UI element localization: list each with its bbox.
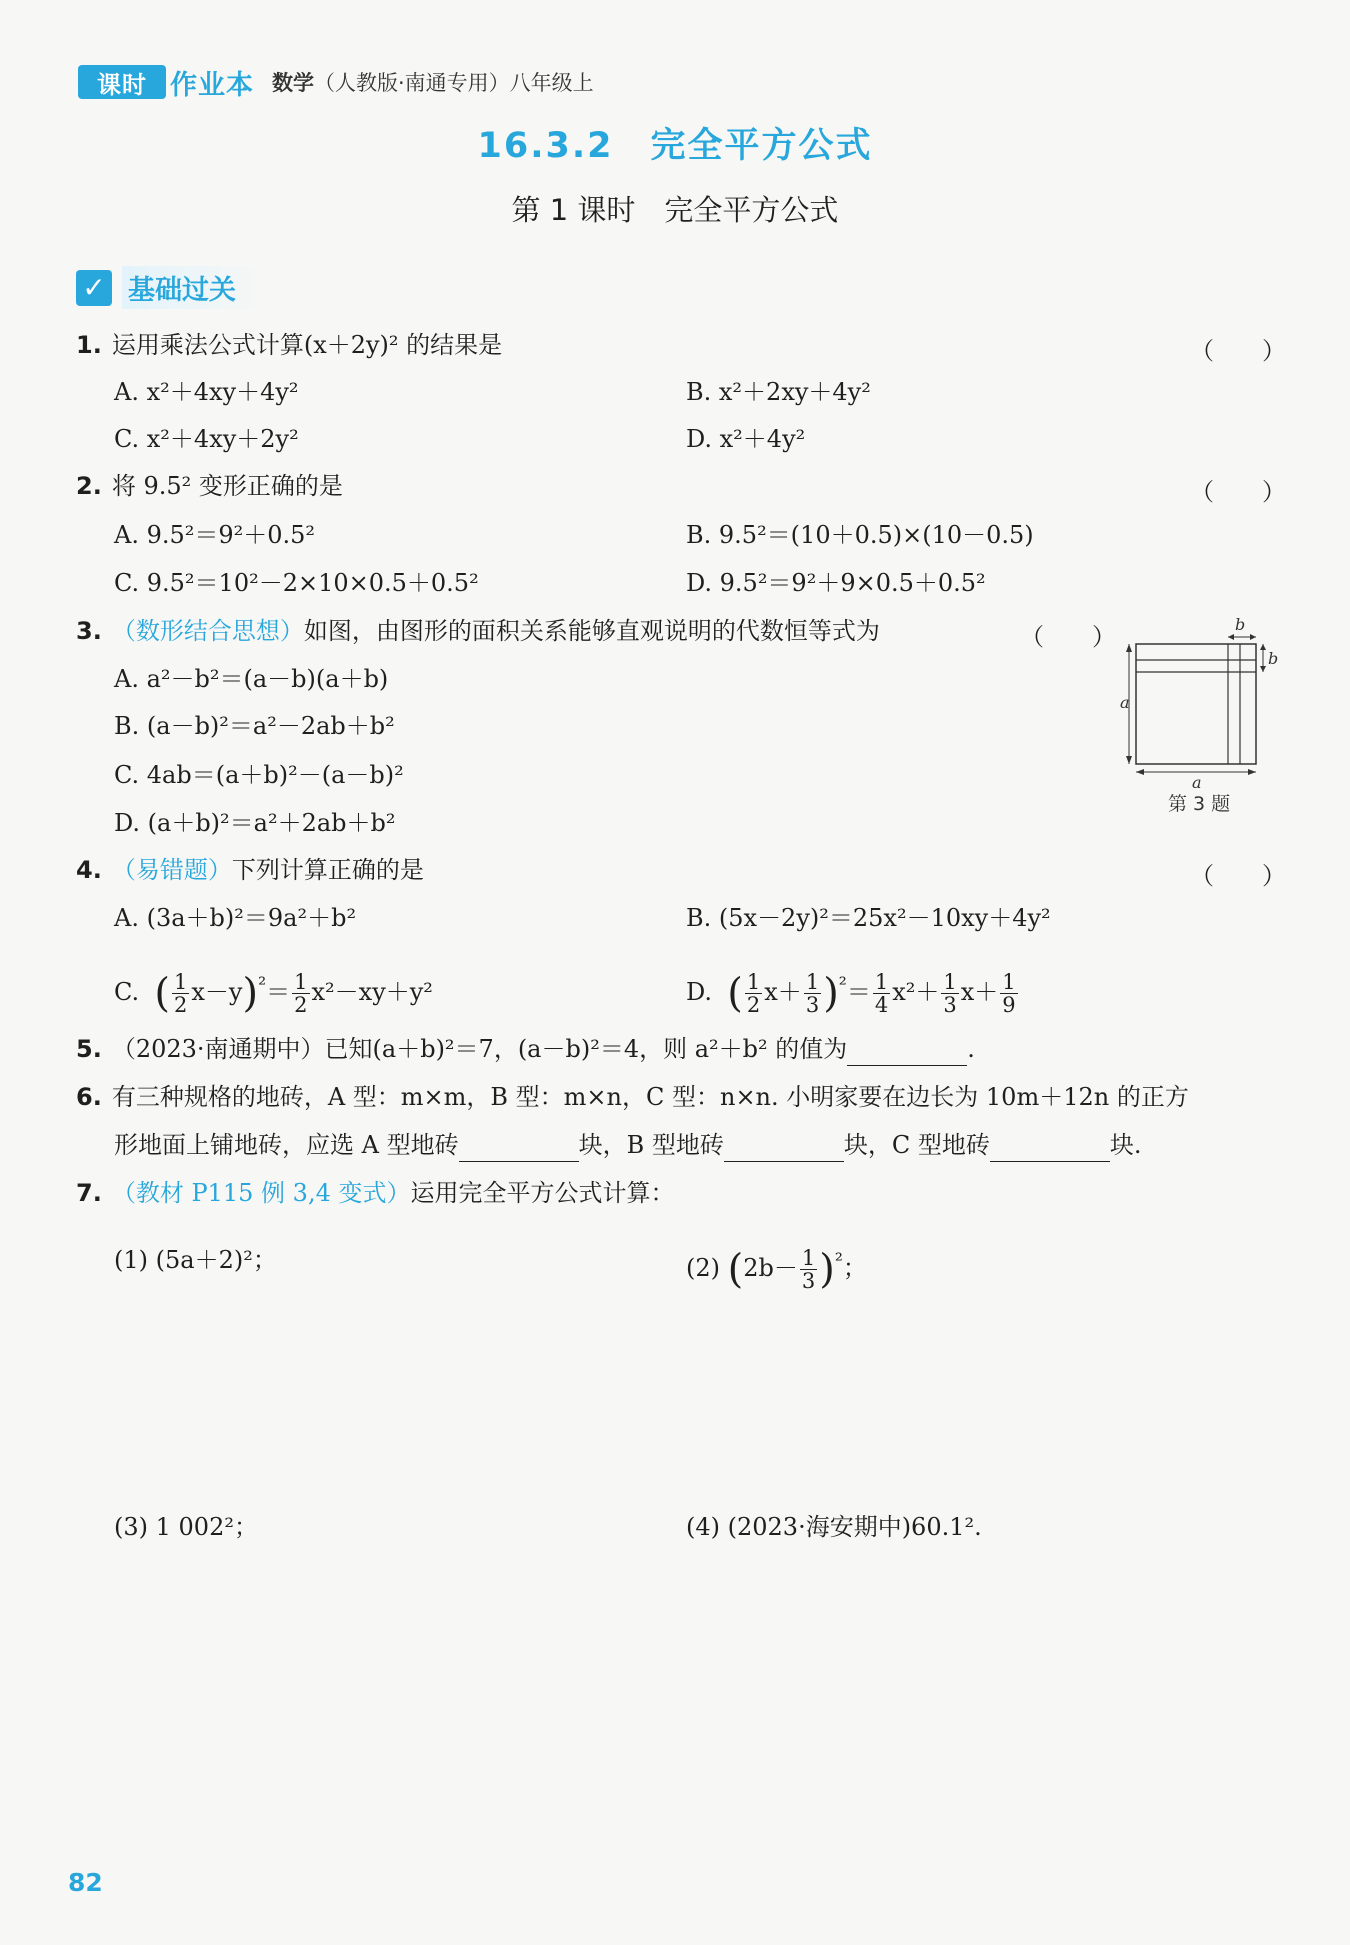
subject-edition: （人教版·南通专用）八年级上 xyxy=(314,71,594,95)
right-paren: ) xyxy=(242,970,259,1017)
q1-option-b: B. x²＋2xy＋4y² xyxy=(686,378,871,406)
question-7-stem xyxy=(76,1176,674,1210)
q7-part-3: (3) 1 002²； xyxy=(114,1513,258,1541)
question-1-stem xyxy=(76,328,502,362)
q2-option-b: B. 9.5²＝(10＋0.5)×(10－0.5) xyxy=(686,521,1034,549)
punct: ； xyxy=(842,1254,867,1282)
q7-part-1: (1) (5a＋2)²； xyxy=(114,1246,277,1274)
subject-name: 数学 xyxy=(272,71,314,95)
question-text: 有三种规格的地砖，A 型：m×m，B 型：m×n，C 型：n×n. 小明家要在边长为 10m＋12n 的正方 xyxy=(111,1083,1189,1111)
lesson-title: 第 1 课时 完全平方公式 xyxy=(511,193,839,227)
numerator: 1 xyxy=(1002,970,1016,994)
right-paren: ) xyxy=(823,970,839,1017)
q4-option-a: A. (3a＋b)²＝9a²＋b² xyxy=(114,904,357,932)
question-number: 2. xyxy=(76,472,102,500)
section-title: 16.3.2 完全平方公式 xyxy=(477,126,873,166)
question-tag: （数形结合思想） xyxy=(111,617,304,645)
right-paren: ) xyxy=(819,1246,835,1293)
figure-label-a-bottom: a xyxy=(1192,773,1202,792)
numerator: 1 xyxy=(874,970,889,994)
question-number: 6. xyxy=(76,1083,102,1111)
fraction-one-third xyxy=(804,971,821,1016)
block-heading xyxy=(76,266,266,309)
q2-option-a: A. 9.5²＝9²＋0.5² xyxy=(114,521,316,549)
q7-part-2 xyxy=(686,1232,867,1296)
question-2-stem xyxy=(76,469,343,503)
figure-caption: 第 3 题 xyxy=(1168,793,1231,815)
denominator: 2 xyxy=(174,993,188,1017)
exponent: ² xyxy=(258,972,267,996)
fraction-one-half xyxy=(745,971,762,1016)
question-3-stem xyxy=(76,614,880,648)
q3-option-c: C. 4ab＝(a＋b)²－(a－b)² xyxy=(114,761,404,789)
expr: 2b－ xyxy=(743,1254,798,1282)
numerator: 1 xyxy=(943,970,957,994)
question-number: 1. xyxy=(76,331,102,359)
answer-paren-2: （ ） xyxy=(1190,478,1286,506)
left-paren: ( xyxy=(727,970,743,1017)
question-6-line-2 xyxy=(114,1128,1142,1162)
question-text: 块，B 型地砖 xyxy=(578,1131,724,1159)
question-number: 5. xyxy=(76,1035,102,1063)
question-text: 运用乘法公式计算(x＋2y)² 的结果是 xyxy=(111,331,503,359)
fraction-one-ninth xyxy=(1000,971,1017,1016)
block-label: 基础过关 xyxy=(122,266,266,309)
question-text: （2023·南通期中）已知(a＋b)²＝7，(a－b)²＝4，则 a²＋b² 的值为 xyxy=(111,1035,848,1063)
denominator: 2 xyxy=(294,993,308,1017)
numerator: 1 xyxy=(294,970,308,994)
question-text: 块，C 型地砖 xyxy=(843,1131,990,1159)
period: . xyxy=(967,1035,975,1063)
denominator: 2 xyxy=(746,993,761,1017)
answer-paren-4: （ ） xyxy=(1190,862,1286,890)
fraction-one-half xyxy=(292,971,309,1016)
q1-option-d: D. x²＋4y² xyxy=(686,425,806,453)
question-number: 4. xyxy=(76,856,102,884)
figure-label-b-right: b xyxy=(1268,649,1279,668)
q4-option-c xyxy=(114,956,433,1020)
figure-label-a-left: a xyxy=(1120,693,1130,712)
fraction-one-fourth xyxy=(873,971,890,1016)
part-label: (2) xyxy=(686,1254,728,1282)
question-number: 7. xyxy=(76,1179,102,1207)
denominator: 4 xyxy=(874,993,889,1017)
fraction-one-third xyxy=(800,1247,817,1292)
figure-label-b-top: b xyxy=(1235,615,1246,634)
expr: x＋ xyxy=(960,978,999,1006)
question-tag: （教材 P115 例 3,4 变式） xyxy=(111,1179,411,1207)
numerator: 1 xyxy=(805,970,820,994)
brand-logo-box: 课时 xyxy=(78,65,166,99)
answer-blank-a[interactable] xyxy=(459,1135,579,1162)
left-paren: ( xyxy=(154,970,171,1017)
expr: x²－xy＋y² xyxy=(311,978,433,1006)
numerator: 1 xyxy=(746,970,761,994)
header xyxy=(78,62,594,102)
left-paren: ( xyxy=(727,1246,744,1293)
fraction-one-half xyxy=(172,971,189,1016)
denominator: 3 xyxy=(801,1269,816,1293)
q4-option-d xyxy=(686,956,1020,1020)
question-text: 块. xyxy=(1109,1131,1142,1159)
question-tag: （易错题） xyxy=(111,856,232,884)
expr: x＋ xyxy=(764,978,802,1006)
question-text: 将 9.5² 变形正确的是 xyxy=(111,472,343,500)
q3-option-d: D. (a＋b)²＝a²＋2ab＋b² xyxy=(114,809,396,837)
expr: x－y xyxy=(191,978,243,1006)
q1-option-c: C. x²＋4xy＋2y² xyxy=(114,425,299,453)
q1-option-a: A. x²＋4xy＋4y² xyxy=(114,378,299,406)
page-number: 82 xyxy=(68,1868,103,1897)
expr: x²＋ xyxy=(892,978,940,1006)
q4-option-b: B. (5x－2y)²＝25x²－10xy＋4y² xyxy=(686,904,1051,932)
answer-paren-1: （ ） xyxy=(1190,337,1286,365)
denominator: 9 xyxy=(1002,993,1016,1017)
question-4-stem xyxy=(76,853,424,887)
question-text: 如图，由图形的面积关系能够直观说明的代数恒等式为 xyxy=(303,617,880,645)
answer-blank[interactable] xyxy=(847,1039,967,1066)
question-text: 形地面上铺地砖，应选 A 型地砖 xyxy=(114,1131,459,1159)
q7-part-4: (4) (2023·海安期中)60.1². xyxy=(686,1513,982,1541)
equals: ＝ xyxy=(266,978,291,1006)
exponent: ² xyxy=(838,972,847,996)
question-5 xyxy=(76,1032,975,1066)
question-text: 下列计算正确的是 xyxy=(231,856,424,884)
answer-paren-3: （ ） xyxy=(1020,623,1116,651)
option-label: D. xyxy=(686,978,713,1006)
header-subject xyxy=(272,67,594,97)
q3-option-b: B. (a－b)²＝a²－2ab＋b² xyxy=(114,712,395,740)
equals: ＝ xyxy=(846,978,871,1006)
square-area-figure xyxy=(1120,612,1280,792)
fraction-one-third xyxy=(941,971,958,1016)
question-number: 3. xyxy=(76,617,102,645)
brand-logo-text: 作业本 xyxy=(170,69,254,101)
answer-blank-c[interactable] xyxy=(990,1135,1110,1162)
q3-option-a: A. a²－b²＝(a－b)(a＋b) xyxy=(114,665,389,693)
question-6-line-1 xyxy=(76,1080,1189,1114)
check-icon: ✓ xyxy=(76,270,112,306)
option-label: C. xyxy=(114,978,140,1006)
denominator: 3 xyxy=(805,993,820,1017)
numerator: 1 xyxy=(801,1246,816,1270)
q2-option-d: D. 9.5²＝9²＋9×0.5＋0.5² xyxy=(686,569,986,597)
exponent: ² xyxy=(834,1248,843,1272)
question-text: 运用完全平方公式计算： xyxy=(410,1179,675,1207)
denominator: 3 xyxy=(943,993,957,1017)
numerator: 1 xyxy=(174,970,188,994)
answer-blank-b[interactable] xyxy=(724,1135,844,1162)
q2-option-c: C. 9.5²＝10²－2×10×0.5＋0.5² xyxy=(114,569,479,597)
